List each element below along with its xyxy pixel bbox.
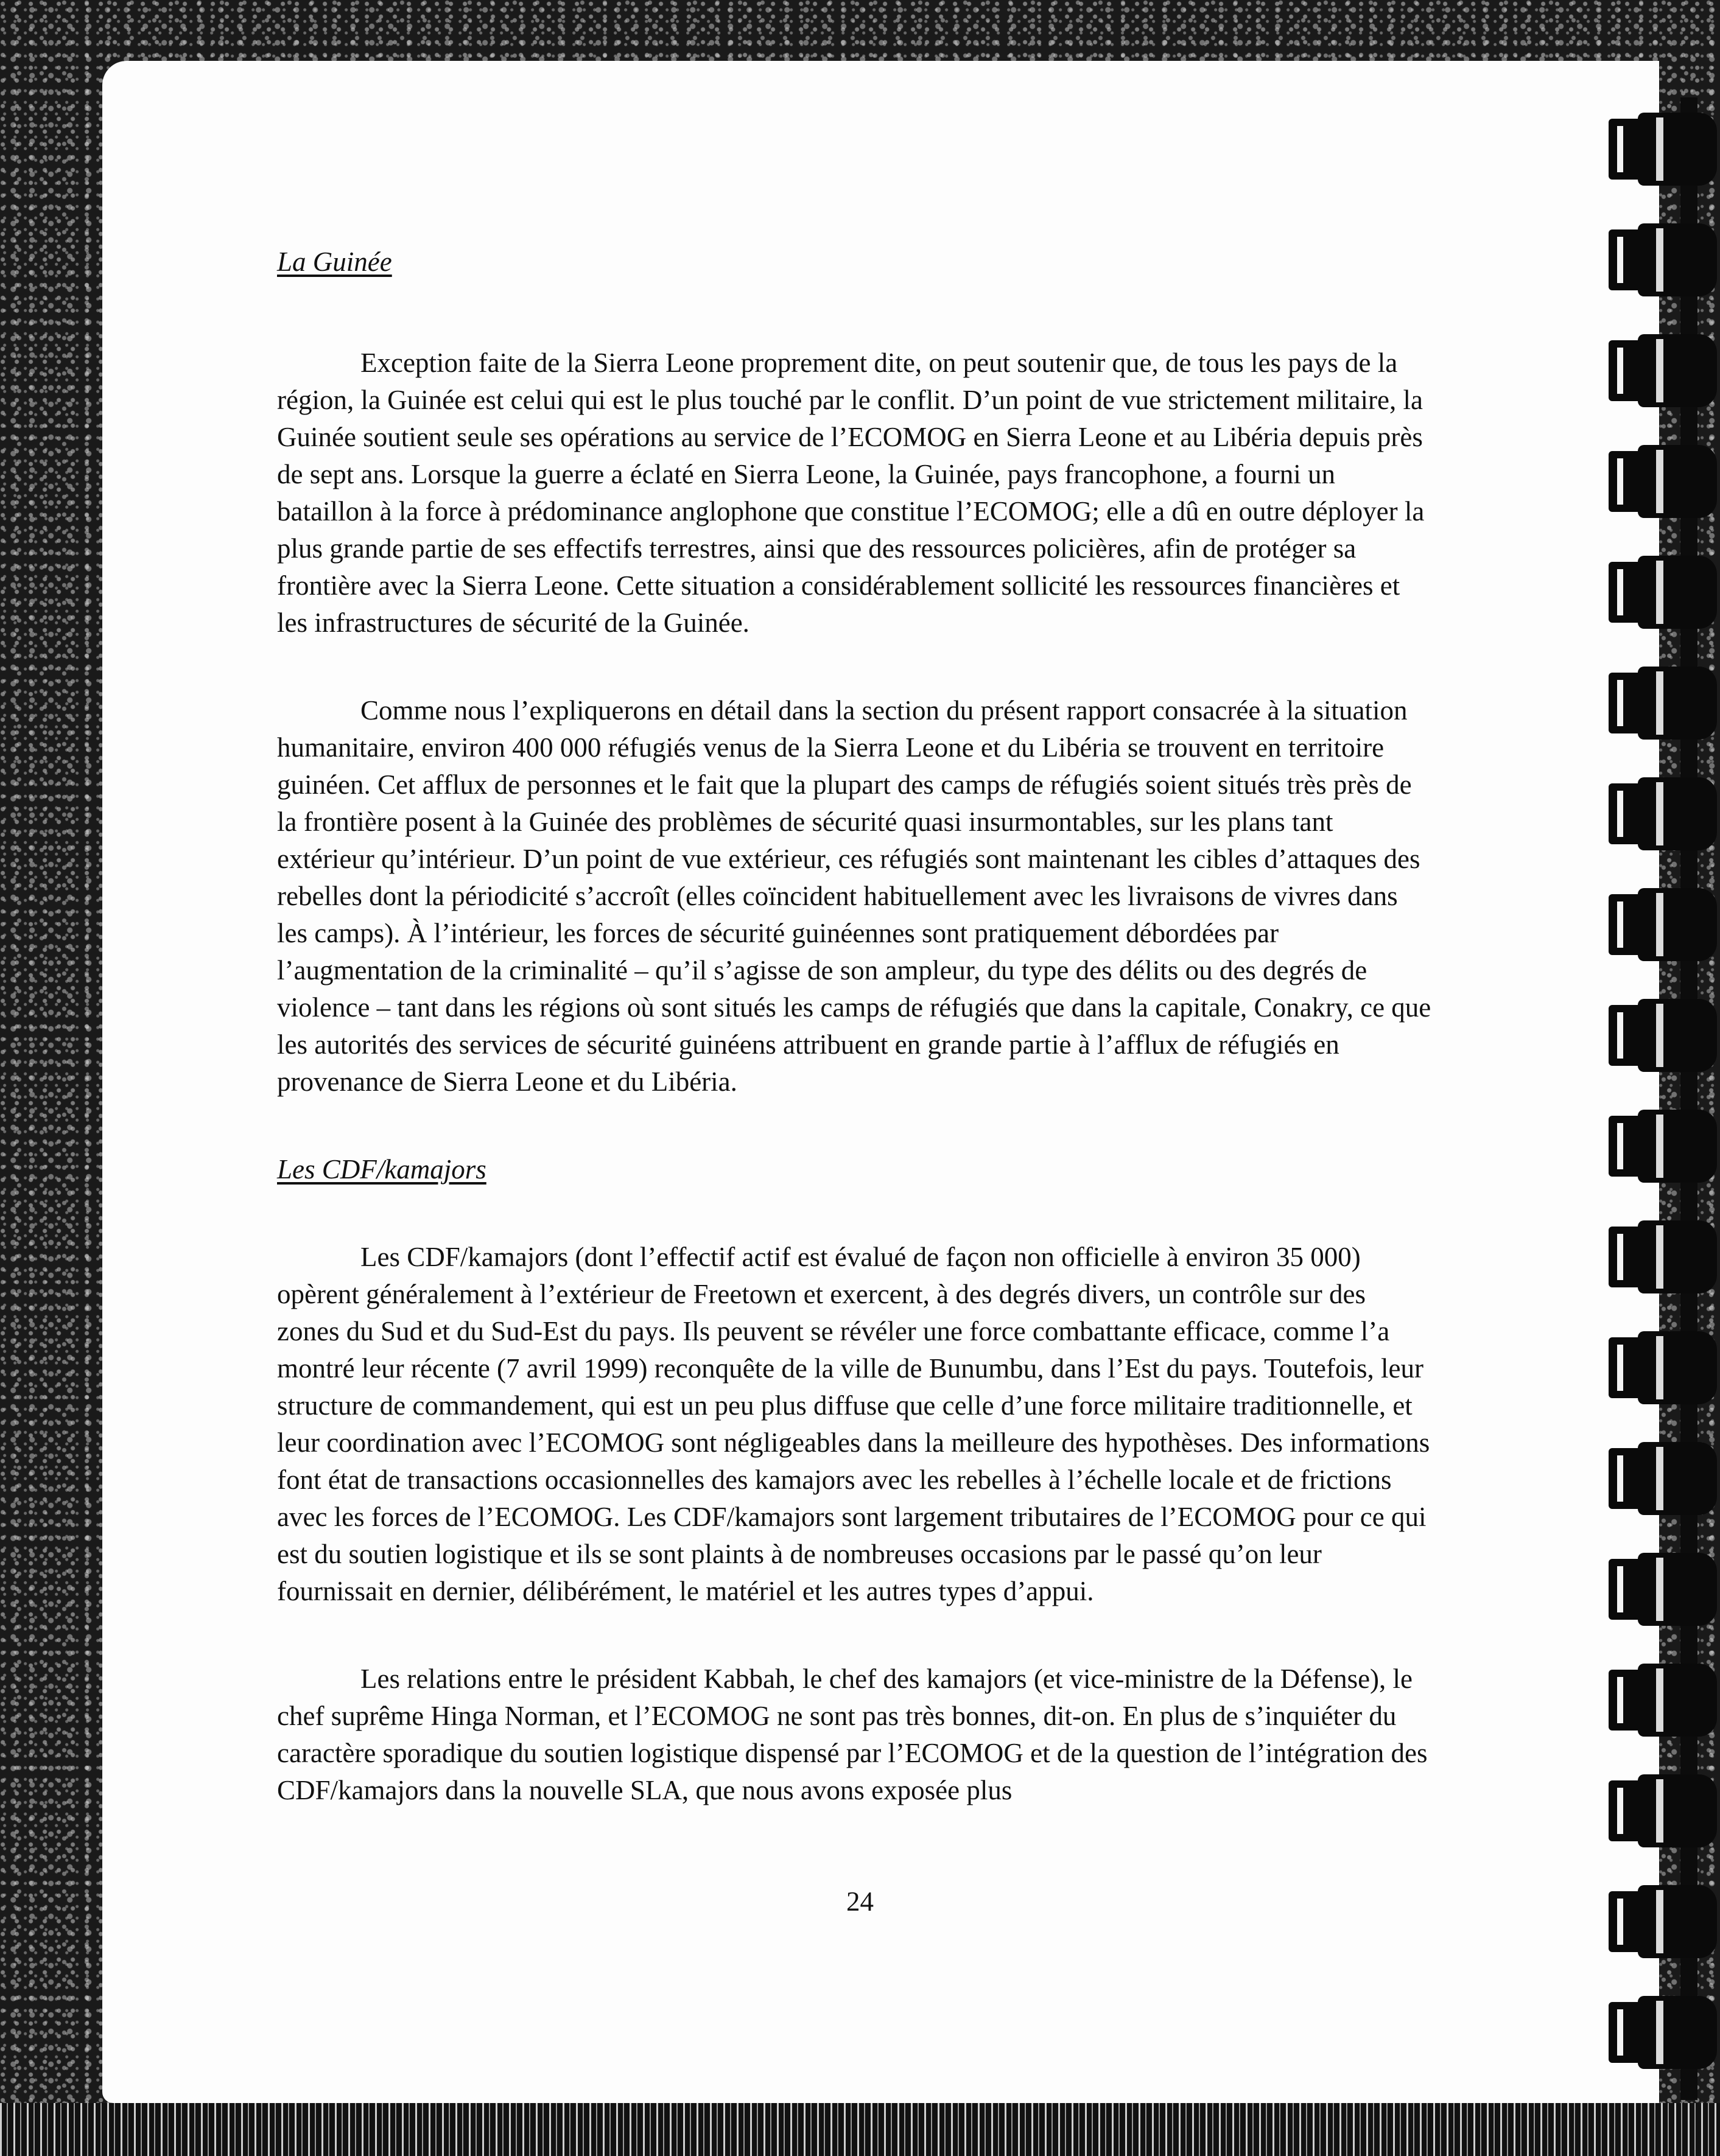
binding-ring xyxy=(1609,1885,1717,1958)
punch-hole xyxy=(1609,1670,1642,1731)
coil-wire xyxy=(1638,334,1717,407)
binding-ring xyxy=(1609,1996,1717,2069)
punch-hole xyxy=(1609,1559,1642,1620)
page-number: 24 xyxy=(846,1886,874,1917)
binding-ring xyxy=(1609,1774,1717,1847)
section-heading-kamajors: Les CDF/kamajors xyxy=(277,1154,486,1185)
punch-hole xyxy=(1609,119,1642,180)
binding-ring xyxy=(1609,777,1717,850)
coil-wire xyxy=(1638,667,1717,740)
coil-wire xyxy=(1638,999,1717,1072)
punch-hole xyxy=(1609,783,1642,844)
punch-hole xyxy=(1609,894,1642,955)
section-heading-guinee: La Guinée xyxy=(277,247,392,277)
paragraph: Exception faite de la Sierra Leone proprement dite, on peut soutenir que, de tous les pays de la région, la Guinée est celui qui est le plus touché par le conflit. D’un point de vue strictement militaire, la Guinée soutient seule ses opérations au service de l’ECOMOG en Sierra Leone et au Libéria depuis près de sept ans. Lorsque la guerre a éclaté en Sierra Leone, la Guinée, pays francophone, a fourni un bataillon à la force à prédominance anglophone que constitue l’ECOMOG; elle a dû en outre déployer la plus grande partie de ses effectifs terrestres, ainsi que des ressources policières, afin de protéger sa frontière avec la Sierra Leone. Cette situation a considérablement sollicité les ressources financières et les infrastructures de sécurité de la Guinée. xyxy=(277,348,1425,638)
coil-wire xyxy=(1638,777,1717,850)
coil-wire xyxy=(1638,1442,1717,1515)
binding-ring xyxy=(1609,667,1717,740)
coil-wire xyxy=(1638,1774,1717,1847)
coil-wire xyxy=(1638,445,1717,518)
binding-ring xyxy=(1609,334,1717,407)
punch-hole xyxy=(1609,1227,1642,1287)
coil-wire xyxy=(1638,1331,1717,1404)
binding-ring xyxy=(1609,556,1717,629)
punch-hole xyxy=(1609,1891,1642,1952)
punch-hole xyxy=(1609,1116,1642,1177)
punch-hole xyxy=(1609,1337,1642,1398)
punch-hole xyxy=(1609,340,1642,401)
punch-hole xyxy=(1609,673,1642,733)
binder-edge xyxy=(0,2103,1720,2156)
binding-ring xyxy=(1609,1553,1717,1626)
binding-ring xyxy=(1609,445,1717,518)
paragraph: Les CDF/kamajors (dont l’effectif actif est évalué de façon non officielle à environ 35 000) opèrent généralement à l’extérieur de Freetown et exercent, à des degrés divers, un contrôle sur des zones du Sud et du Sud-Est du pays. Ils peuvent se révéler une force combattante efficace, comme l’a montré leur récente (7 avril 1999) reconquête de la ville de Bunumbu, dans l’Est du pays. Toutefois, leur structure de commandement, qui est un peu plus diffuse que celle d’une force militaire traditionnelle, et leur coordination avec l’ECOMOG sont négligeables dans la meilleure des hypothèses. Des informations font état de transactions occasionnelles des kamajors avec les rebelles à l’échelle locale et de frictions avec les forces de l’ECOMOG. Les CDF/kamajors sont largement tributaires de l’ECOMOG pour ce qui est du soutien logistique et ils se sont plaints à de nombreuses occasions par le passé qu’on leur fournissait en dernier, délibérément, le matériel et les autres types d’appui. xyxy=(277,1242,1430,1606)
paragraph: Comme nous l’expliquerons en détail dans la section du présent rapport consacrée à la situation humanitaire, environ 400 000 réfugiés venus de la Sierra Leone et du Libéria se trouvent en territoire guinéen. Cet afflux de personnes et le fait que la plupart des camps de réfugiés soient situés très près de la frontière posent à la Guinée des problèmes de sécurité quasi insurmontables, sur les plans tant extérieur qu’intérieur. D’un point de vue extérieur, ces réfugiés sont maintenant les cibles d’attaques des rebelles dont la périodicité s’accroît (elles coïncident habituellement avec les livraisons de vivres dans les camps). À l’intérieur, les forces de sécurité guinéennes sont pratiquement débordées par l’augmentation de la criminalité – qu’il s’agisse de son ampleur, du type des délits ou des degrés de violence – tant dans les régions où sont situés les camps de réfugiés que dans la capitale, Conakry, ce que les autorités des services de sécurité guinéens attribuent en grande partie à l’afflux de réfugiés en provenance de Sierra Leone et du Libéria. xyxy=(277,695,1431,1097)
coil-wire xyxy=(1638,1664,1717,1737)
binding-ring xyxy=(1609,888,1717,961)
paragraph: Les relations entre le président Kabbah, le chef des kamajors (et vice-ministre de la Défense), le chef suprême Hinga Norman, et l’ECOMOG ne sont pas très bonnes, dit-on. En plus de s’inquiéter du caractère sporadique du soutien logistique dispensé par l’ECOMOG et de la question de l’intégration des CDF/kamajors dans la nouvelle SLA, que nous avons exposée plus xyxy=(277,1664,1428,1805)
coil-wire xyxy=(1638,113,1717,186)
binding-ring xyxy=(1609,1110,1717,1183)
page-body xyxy=(277,243,1434,1860)
punch-hole xyxy=(1609,1780,1642,1841)
coil-wire xyxy=(1638,1110,1717,1183)
punch-hole xyxy=(1609,1005,1642,1066)
coil-wire xyxy=(1638,556,1717,629)
punch-hole xyxy=(1609,1448,1642,1509)
coil-wire xyxy=(1638,1553,1717,1626)
coil-wire xyxy=(1638,1885,1717,1958)
binding-ring xyxy=(1609,1664,1717,1737)
binding-ring xyxy=(1609,1220,1717,1293)
punch-hole xyxy=(1609,451,1642,512)
spiral-binding xyxy=(1607,97,1720,2106)
coil-wire xyxy=(1638,1220,1717,1293)
punch-hole xyxy=(1609,562,1642,623)
punch-hole xyxy=(1609,2002,1642,2063)
coil-wire xyxy=(1638,223,1717,296)
binding-ring xyxy=(1609,1442,1717,1515)
coil-wire xyxy=(1638,1996,1717,2069)
coil-wire xyxy=(1638,888,1717,961)
binding-ring xyxy=(1609,113,1717,186)
binding-ring xyxy=(1609,999,1717,1072)
punch-hole xyxy=(1609,229,1642,290)
binding-ring xyxy=(1609,223,1717,296)
binding-ring xyxy=(1609,1331,1717,1404)
